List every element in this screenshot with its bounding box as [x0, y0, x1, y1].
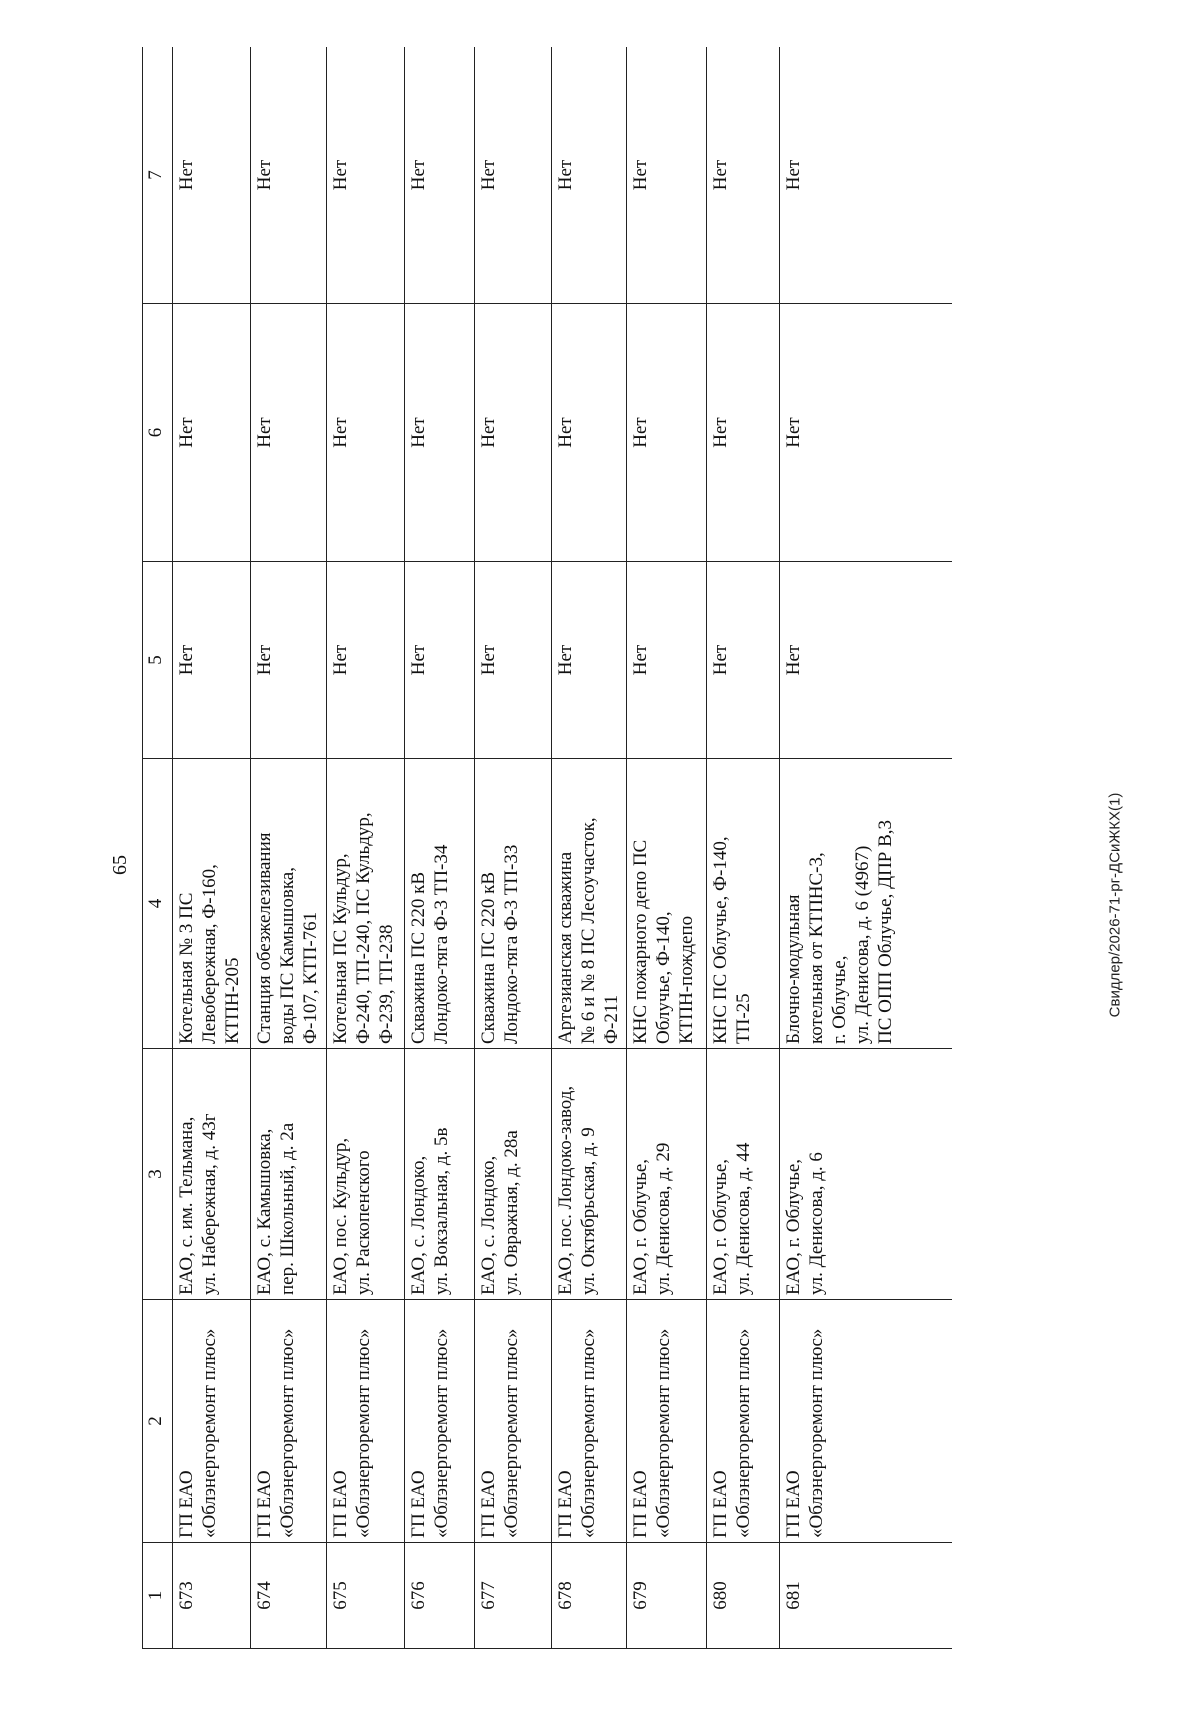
- cell-line: ул. Денисова, д. 29: [653, 1142, 674, 1295]
- organization-cell: [173, 1300, 251, 1543]
- cell-line: ТП-25: [733, 993, 754, 1044]
- cell-line: Котельная ПС Кульдур,: [330, 853, 351, 1044]
- cell-line: Ф-240, ТП-240, ПС Кульдур,: [353, 812, 374, 1044]
- column-6-cell: Нет: [552, 304, 627, 562]
- table-row: [627, 47, 707, 1649]
- cell-line: ЕАО, с. Лондоко,: [478, 1155, 499, 1295]
- registry-table-container: [142, 47, 952, 1649]
- cell-line: Лондоко-тяга Ф-3 ТП-33: [501, 844, 522, 1044]
- cell-line: Ф-239, ТП-238: [376, 924, 397, 1044]
- object-cell: [173, 759, 251, 1049]
- cell-line: Артезианская скважина: [555, 851, 576, 1044]
- column-5-cell: Нет: [627, 562, 707, 759]
- cell-line: «Облэнергоремонт плюс»: [353, 1328, 374, 1538]
- row-number: 674: [251, 1543, 327, 1649]
- cell-line: Скважина ПС 220 кВ: [408, 871, 429, 1044]
- address-cell: [251, 1049, 327, 1300]
- cell-line: ул. Вокзальная, д. 5в: [431, 1127, 452, 1295]
- cell-line: ул. Денисова, д. 6: [806, 1152, 827, 1295]
- cell-line: Ф-107, КТП-761: [300, 911, 321, 1044]
- column-header: 4: [143, 759, 173, 1049]
- address-cell: [405, 1049, 475, 1300]
- table-row: [405, 47, 475, 1649]
- cell-line: Скважина ПС 220 кВ: [478, 871, 499, 1044]
- column-7-cell: Нет: [552, 47, 627, 304]
- table-row: [327, 47, 405, 1649]
- column-5-cell: Нет: [327, 562, 405, 759]
- column-5-cell: Нет: [707, 562, 780, 759]
- cell-line: ЕАО, г. Облучье,: [630, 1158, 651, 1295]
- column-7-cell: Нет: [327, 47, 405, 304]
- table-row: [552, 47, 627, 1649]
- column-header: 6: [143, 304, 173, 562]
- object-cell: [707, 759, 780, 1049]
- cell-line: «Облэнергоремонт плюс»: [277, 1328, 298, 1538]
- cell-line: «Облэнергоремонт плюс»: [501, 1328, 522, 1538]
- cell-line: ЕАО, пос. Лондоко-завод,: [555, 1085, 576, 1295]
- row-number: 678: [552, 1543, 627, 1649]
- cell-line: ГП ЕАО: [710, 1470, 731, 1538]
- cell-line: ГП ЕАО: [408, 1470, 429, 1538]
- column-6-cell: Нет: [475, 304, 552, 562]
- cell-line: пер. Школьный, д. 2а: [277, 1122, 298, 1295]
- cell-line: ГП ЕАО: [478, 1470, 499, 1538]
- row-number: 673: [173, 1543, 251, 1649]
- cell-line: ГП ЕАО: [254, 1470, 275, 1538]
- cell-line: ЕАО, с. им. Тельмана,: [176, 1116, 197, 1295]
- object-cell: [405, 759, 475, 1049]
- object-cell: [627, 759, 707, 1049]
- column-header: 1: [143, 1543, 173, 1649]
- cell-line: Блочно-модульная: [783, 894, 804, 1044]
- table-row: [475, 47, 552, 1649]
- cell-line: ул. Денисова, д. 6 (4967): [852, 845, 873, 1044]
- column-6-cell: Нет: [780, 304, 953, 562]
- registry-table: [142, 47, 952, 1649]
- column-7-cell: Нет: [405, 47, 475, 304]
- column-5-cell: Нет: [173, 562, 251, 759]
- row-number: 675: [327, 1543, 405, 1649]
- row-number: 676: [405, 1543, 475, 1649]
- cell-line: «Облэнергоремонт плюс»: [578, 1328, 599, 1538]
- column-7-cell: Нет: [707, 47, 780, 304]
- organization-cell: [780, 1300, 953, 1543]
- table-row: [251, 47, 327, 1649]
- cell-line: ЕАО, г. Облучье,: [783, 1158, 804, 1295]
- object-cell: [251, 759, 327, 1049]
- object-cell: [780, 759, 953, 1049]
- cell-line: ГП ЕАО: [176, 1470, 197, 1538]
- row-number: 680: [707, 1543, 780, 1649]
- column-7-cell: Нет: [780, 47, 953, 304]
- cell-line: «Облэнергоремонт плюс»: [733, 1328, 754, 1538]
- organization-cell: [405, 1300, 475, 1543]
- address-cell: [327, 1049, 405, 1300]
- cell-line: ул. Денисова, д. 44: [733, 1142, 754, 1295]
- cell-line: «Облэнергоремонт плюс»: [806, 1328, 827, 1538]
- column-6-cell: Нет: [173, 304, 251, 562]
- row-number: 677: [475, 1543, 552, 1649]
- row-number: 679: [627, 1543, 707, 1649]
- cell-line: ГП ЕАО: [555, 1470, 576, 1538]
- column-7-cell: Нет: [475, 47, 552, 304]
- cell-line: ЕАО, г. Облучье,: [710, 1158, 731, 1295]
- column-6-cell: Нет: [707, 304, 780, 562]
- address-cell: [780, 1049, 953, 1300]
- cell-line: Ф-211: [601, 994, 622, 1044]
- cell-line: ул. Октябрьская, д. 9: [578, 1127, 599, 1295]
- cell-line: «Облэнергоремонт плюс»: [199, 1328, 220, 1538]
- table-row: [173, 47, 251, 1649]
- cell-line: «Облэнергоремонт плюс»: [431, 1328, 452, 1538]
- cell-line: ул. Раскопенского: [353, 1150, 374, 1295]
- address-cell: [552, 1049, 627, 1300]
- cell-line: Облучье, Ф-140,: [653, 911, 674, 1044]
- column-header: 5: [143, 562, 173, 759]
- address-cell: [707, 1049, 780, 1300]
- address-cell: [475, 1049, 552, 1300]
- cell-line: Котельная № 3 ПС: [176, 892, 197, 1044]
- cell-line: КТПН-205: [222, 957, 243, 1044]
- organization-cell: [627, 1300, 707, 1543]
- cell-line: ЕАО, пос. Кульдур,: [330, 1137, 351, 1295]
- column-6-cell: Нет: [327, 304, 405, 562]
- cell-line: КНС ПС Облучье, Ф-140,: [710, 836, 731, 1044]
- cell-line: Станция обезжелезивания: [254, 832, 275, 1044]
- column-header: 2: [143, 1300, 173, 1543]
- cell-line: КНС пожарного депо ПС: [630, 839, 651, 1044]
- column-5-cell: Нет: [780, 562, 953, 759]
- cell-line: ул. Овражная, д. 28а: [501, 1130, 522, 1295]
- page-number: 65: [109, 855, 131, 875]
- cell-line: г. Облучье,: [829, 955, 850, 1044]
- cell-line: Левобережная, Ф-160,: [199, 864, 220, 1044]
- organization-cell: [475, 1300, 552, 1543]
- column-header: 7: [143, 47, 173, 304]
- column-7-cell: Нет: [251, 47, 327, 304]
- cell-line: котельная от КТПНС-3,: [806, 852, 827, 1044]
- address-cell: [627, 1049, 707, 1300]
- column-5-cell: Нет: [251, 562, 327, 759]
- cell-line: ЕАО, с. Лондоко,: [408, 1155, 429, 1295]
- document-code: [1095, 792, 1135, 1018]
- table-row: [707, 47, 780, 1649]
- organization-cell: [251, 1300, 327, 1543]
- address-cell: [173, 1049, 251, 1300]
- column-5-cell: Нет: [405, 562, 475, 759]
- cell-line: ПС ОПП Облучье, ДПР В,3: [875, 819, 896, 1044]
- cell-line: ЕАО, с. Камышовка,: [254, 1128, 275, 1295]
- cell-line: № 6 и № 8 ПС Лесоучасток,: [578, 817, 599, 1044]
- cell-line: КТПН-пождепо: [676, 915, 697, 1044]
- cell-line: ул. Набережная, д. 43г: [199, 1113, 220, 1295]
- cell-line: воды ПС Камышовка,: [277, 867, 298, 1044]
- table-row: [780, 47, 953, 1649]
- object-cell: [327, 759, 405, 1049]
- organization-cell: [552, 1300, 627, 1543]
- organization-cell: [707, 1300, 780, 1543]
- column-6-cell: Нет: [405, 304, 475, 562]
- column-6-cell: Нет: [627, 304, 707, 562]
- column-5-cell: Нет: [475, 562, 552, 759]
- table-header-row: [143, 47, 173, 1649]
- column-7-cell: Нет: [627, 47, 707, 304]
- cell-line: Лондоко-тяга Ф-3 ТП-34: [431, 844, 452, 1044]
- column-header: 3: [143, 1049, 173, 1300]
- organization-cell: [327, 1300, 405, 1543]
- object-cell: [552, 759, 627, 1049]
- column-6-cell: Нет: [251, 304, 327, 562]
- column-5-cell: Нет: [552, 562, 627, 759]
- row-number: 681: [780, 1543, 953, 1649]
- document-code-text: Свидлер/2026-71-рг-ДСиЖКХ(1): [1106, 792, 1124, 1018]
- cell-line: ГП ЕАО: [330, 1470, 351, 1538]
- column-7-cell: Нет: [173, 47, 251, 304]
- object-cell: [475, 759, 552, 1049]
- cell-line: «Облэнергоремонт плюс»: [653, 1328, 674, 1538]
- cell-line: ГП ЕАО: [630, 1470, 651, 1538]
- cell-line: ГП ЕАО: [783, 1470, 804, 1538]
